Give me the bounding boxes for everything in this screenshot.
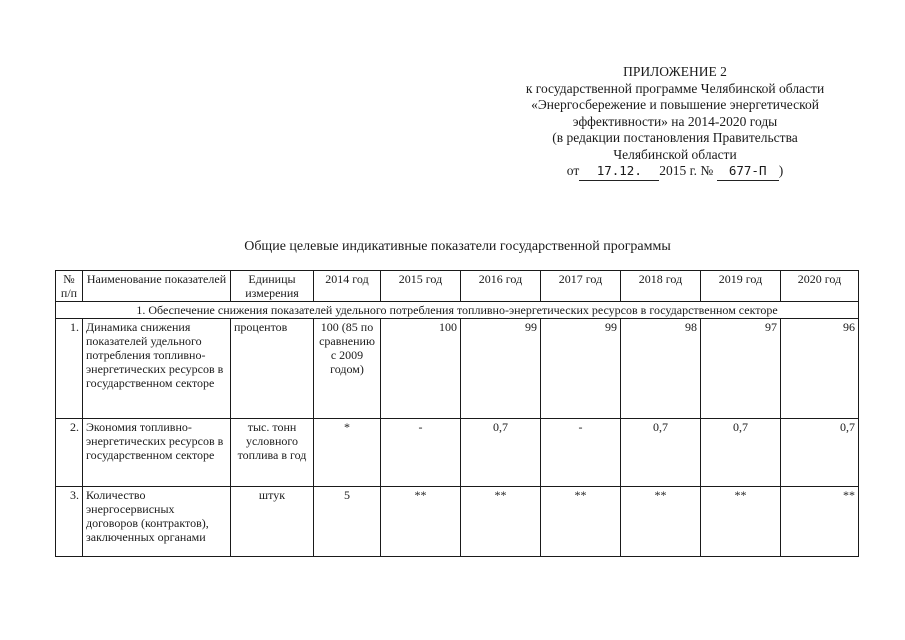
row-value-2016: ** bbox=[461, 487, 541, 557]
appendix-line-2: «Энергосбережение и повышение энергетической bbox=[531, 97, 819, 112]
header-year-2016: 2016 год bbox=[461, 271, 541, 302]
decree-year-text: 2015 г. № bbox=[659, 163, 714, 178]
row-value-2014: 5 bbox=[314, 487, 381, 557]
appendix-line-5: Челябинской области bbox=[613, 146, 737, 162]
row-value-2020: ** bbox=[781, 487, 859, 557]
indicators-table bbox=[55, 270, 859, 557]
row-value-2015: ** bbox=[381, 487, 461, 557]
header-year-2017: 2017 год bbox=[541, 271, 621, 302]
appendix-header bbox=[480, 64, 870, 181]
row-value-2019: 0,7 bbox=[701, 419, 781, 487]
table-header-row bbox=[56, 271, 859, 302]
row-value-2017: 99 bbox=[541, 319, 621, 419]
row-num: 1. bbox=[56, 319, 83, 419]
row-unit: тыс. тонн условного топлива в год bbox=[231, 419, 314, 487]
row-value-2016: 99 bbox=[461, 319, 541, 419]
decree-closing-bracket: ) bbox=[778, 163, 784, 178]
row-num: 3. bbox=[56, 487, 83, 557]
table-row bbox=[56, 487, 859, 557]
section-row bbox=[56, 302, 859, 319]
appendix-line-1: к государственной программе Челябинской области bbox=[525, 80, 825, 96]
header-num: № п/п bbox=[56, 271, 83, 302]
decree-reference bbox=[480, 163, 870, 181]
row-value-2018: ** bbox=[621, 487, 701, 557]
row-num: 2. bbox=[56, 419, 83, 487]
row-unit: штук bbox=[231, 487, 314, 557]
document-title: Общие целевые индикативные показатели государственной программы bbox=[244, 239, 671, 254]
row-name: Количество энергосервисных договоров (контрактов), заключенных органами bbox=[83, 487, 231, 557]
appendix-line-3: эффективности» на 2014-2020 годы bbox=[572, 113, 778, 129]
header-year-2014: 2014 год bbox=[314, 271, 381, 302]
decree-date-handwritten: 17.12. bbox=[579, 163, 659, 181]
row-value-2016: 0,7 bbox=[461, 419, 541, 487]
row-unit: процентов bbox=[231, 319, 314, 419]
row-value-2014: 100 (85 по сравнению с 2009 годом) bbox=[314, 319, 381, 419]
header-unit: Единицы измерения bbox=[231, 271, 314, 302]
row-value-2017: ** bbox=[541, 487, 621, 557]
row-value-2020: 96 bbox=[781, 319, 859, 419]
appendix-label: ПРИЛОЖЕНИЕ 2 bbox=[623, 64, 727, 79]
row-value-2019: ** bbox=[701, 487, 781, 557]
header-year-2020: 2020 год bbox=[781, 271, 859, 302]
row-value-2015: - bbox=[381, 419, 461, 487]
row-name: Экономия топливно-энергетических ресурсов в государственном секторе bbox=[83, 419, 231, 487]
decree-from-label: от bbox=[566, 163, 580, 178]
header-year-2015: 2015 год bbox=[381, 271, 461, 302]
row-value-2015: 100 bbox=[381, 319, 461, 419]
row-value-2017: - bbox=[541, 419, 621, 487]
section-title: 1. Обеспечение снижения показателей удельного потребления топливно-энергетических ресурсов в государственном секторе bbox=[56, 302, 859, 319]
table-row bbox=[56, 419, 859, 487]
header-name: Наименование показателей bbox=[83, 271, 231, 302]
row-value-2018: 98 bbox=[621, 319, 701, 419]
row-name: Динамика снижения показателей удельного потребления топливно-энергетических ресурсов в государственном секторе bbox=[83, 319, 231, 419]
header-year-2018: 2018 год bbox=[621, 271, 701, 302]
row-value-2019: 97 bbox=[701, 319, 781, 419]
header-year-2019: 2019 год bbox=[701, 271, 781, 302]
table-row bbox=[56, 319, 859, 419]
row-value-2020: 0,7 bbox=[781, 419, 859, 487]
decree-number-handwritten: 677-П bbox=[717, 163, 779, 181]
row-value-2018: 0,7 bbox=[621, 419, 701, 487]
row-value-2014: * bbox=[314, 419, 381, 487]
appendix-line-4: (в редакции постановления Правительства bbox=[552, 130, 798, 145]
